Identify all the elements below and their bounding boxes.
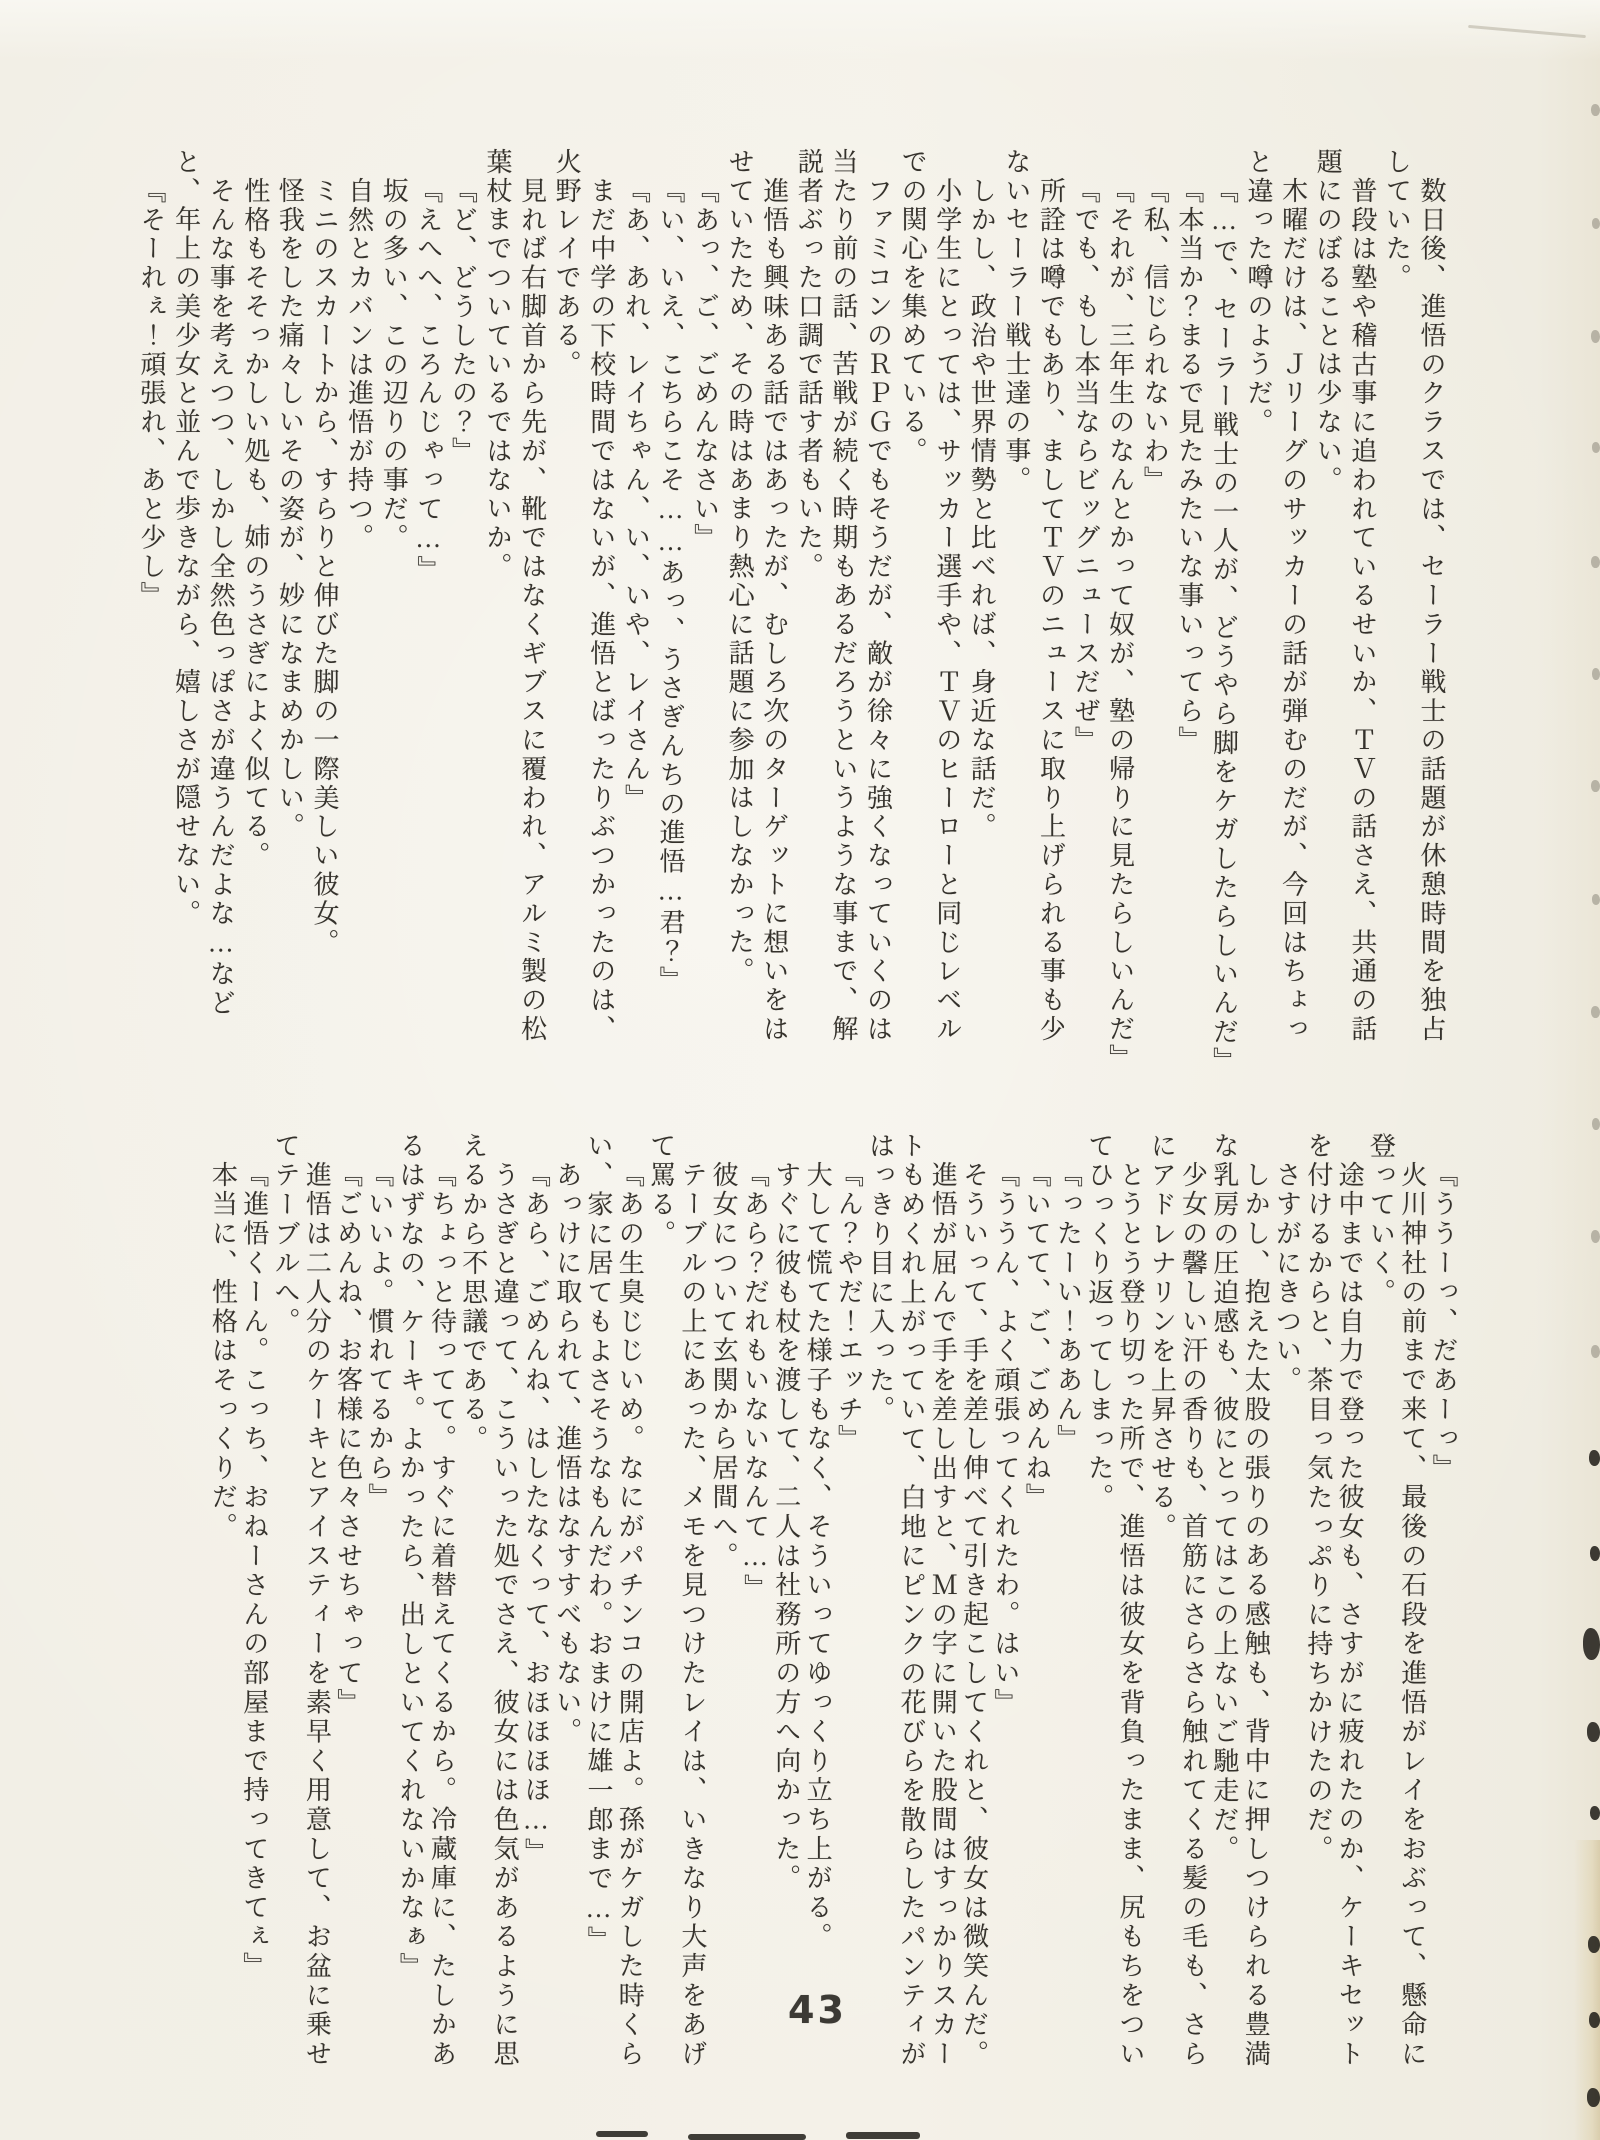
paragraph: 少女の馨しい汗の香りも、首筋にさらさら触れてくる髪の毛も、さらにアドレナリンを上昇させる。 xyxy=(1147,1132,1208,2070)
paragraph: 『でも、もし本当ならビッグニュースだぜ』 xyxy=(1071,177,1101,756)
paragraph: 途中までは自力で登った彼女も、さすがに疲れたのか、ケーキセットを付けるからと、茶目っ気たっぷりに持ちかけたのだ。 xyxy=(1303,1132,1365,2070)
paragraph: 進悟も興味ある話ではあったが、むしろ次のターゲットに想いをはせていたため、その時はあまり熱心に話題に参加はしなかった。 xyxy=(725,148,789,1045)
scan-smudge xyxy=(1588,1936,1600,1953)
scan-smudge xyxy=(596,2131,648,2137)
paragraph: 『私、信じられないわ』 xyxy=(1140,177,1170,496)
scan-smudge xyxy=(1592,894,1600,905)
paragraph: 見れば右脚首から先が、靴ではなくギブスに覆われ、アルミ製の松葉杖までついているではないか。 xyxy=(482,148,547,1045)
paragraph: 数日後、進悟のクラスでは、セーラー戦士の話題が休憩時間を独占していた。 xyxy=(1382,148,1446,1045)
story-text-block-bottom xyxy=(207,1132,1459,2070)
scan-smudge xyxy=(1591,780,1600,792)
paragraph: 『あ、あれ、レイちゃん、い、いや、レイさん』 xyxy=(621,177,651,813)
paragraph: 自然とカバンは進悟が持つ。 xyxy=(344,177,374,553)
scan-smudge xyxy=(1592,218,1600,229)
page-number: 43 xyxy=(788,1988,847,2032)
paragraph: 『ったーい！ああん』 xyxy=(1053,1161,1083,1455)
paragraph: 『ちょっと待ってて。すぐに着替えてくるから。冷蔵庫に、たしかあるはずなの、ケーキ。よかったら、出しといてくれないかなぁ』 xyxy=(396,1132,457,2070)
paragraph: しかし、政治や世界情勢と比べれば、身近な話だ。 xyxy=(967,177,997,842)
scan-smudge xyxy=(846,2132,920,2139)
scan-smudge xyxy=(1591,1345,1600,1358)
paragraph: 『ううーっ、だあーっ』 xyxy=(1429,1161,1458,1484)
paragraph: 『いいよ。慣れてるから』 xyxy=(364,1161,394,1513)
scan-smudge xyxy=(1589,1450,1600,1466)
paragraph: 『ん？やだ！エッチ』 xyxy=(834,1161,864,1455)
paragraph: 小学生にとっては、サッカー選手や、ＴＶのヒーローと同じレベルでの関心を集めている。 xyxy=(898,148,962,1045)
scan-smudge xyxy=(1592,1118,1600,1130)
paragraph: 大して慌てた様子もなく、そういってゆっくり立ち上がる。 xyxy=(803,1161,833,1953)
paragraph: しかし、抱えた太股の張りのある感触も、背中に押しつけられる豊満な乳房の圧迫感も、彼にとってはこの上ないご馳走だ。 xyxy=(1209,1132,1271,2070)
scan-smudge xyxy=(1589,2012,1600,2028)
paragraph: さすがにきつい。 xyxy=(1272,1161,1302,1396)
scan-smudge xyxy=(1592,668,1600,680)
paragraph: 『…で、セーラー戦士の一人が、どうやら脚をケガしたらしいんだ』 xyxy=(1209,177,1239,1077)
paragraph: 所詮は噂でもあり、ましてＴＶのニュースに取り上げられる事も少ないセーラー戦士達の事。 xyxy=(1001,148,1066,1045)
scan-smudge xyxy=(1591,556,1600,568)
paragraph: 火川神社の前まで来て、最後の石段を進悟がレイをおぶって、懸命に登っていく。 xyxy=(1366,1132,1427,2070)
paragraph: 普段は塾や稽古事に追われているせいか、ＴＶの話さえ、共通の話題にのぼることは少ない。 xyxy=(1313,148,1377,1045)
paragraph: 『そーれぇ！頑張れ、あと少し』 xyxy=(137,177,167,611)
paragraph: 進悟が屈んで手を差し出すと、Ｍの字に開いた股間はすっかりスカートもめくれ上がっていて、白地にピンクの花びらを散らしたパンティがはっきり目に入った。 xyxy=(865,1132,958,2070)
paragraph: 『あっ、ご、ごめんなさい』 xyxy=(690,177,720,553)
paragraph: 坂の多い、この辺りの事だ。 xyxy=(379,177,409,553)
paragraph: 怪我をした痛々しいその姿が、妙になまめかしい。 xyxy=(275,177,305,842)
scan-smudge xyxy=(1591,1006,1600,1018)
paragraph: 彼女について玄関から居間へ。 xyxy=(709,1161,739,1572)
paragraph: そういって、手を差し伸べて引き起こしてくれと、彼女は微笑んだ。 xyxy=(959,1161,989,2070)
paragraph: 性格もそそっかしい処も、姉のうさぎによく似てる。 xyxy=(240,177,270,871)
paragraph: まだ中学の下校時間ではないが、進悟とばったりぶつかったのは、火野レイである。 xyxy=(552,148,616,1045)
paragraph: あっけに取られて、進悟はなすすべもない。 xyxy=(552,1161,582,1748)
paragraph: 『本当か？まるで見たみたいな事いってら』 xyxy=(1174,177,1204,756)
story-text-block-top xyxy=(133,148,1448,1077)
paragraph: 『あの生臭じじいめ。なにがパチンコの開店よ。孫がケガした時くらい、家に居てもよさそうなもんだわ。おまけに雄一郎まで…』 xyxy=(583,1132,645,2070)
scan-smudge xyxy=(1587,2088,1600,2107)
paragraph: 『ううん、よく頑張ってくれたわ。はい』 xyxy=(990,1161,1020,1718)
scan-smudge xyxy=(1583,1628,1600,1660)
paragraph: そんな事を考えつつ、しかし全然色っぽさが違うんだよな…などと、年上の美少女と並んで歩きながら、嬉しさが隠せない。 xyxy=(171,148,236,1019)
paragraph: 進悟は二人分のケーキとアイスティーを素早く用意して、お盆に乗せてテーブルへ。 xyxy=(271,1132,332,2070)
scan-smudge xyxy=(1587,1722,1600,1742)
scan-smudge xyxy=(1592,442,1600,453)
paragraph: 『それが、三年生のなんとかって奴が、塾の帰りに見たらしいんだ』 xyxy=(1105,177,1135,1074)
paragraph: 『ど、どうしたの？』 xyxy=(448,177,478,467)
paragraph: 木曜だけは、Ｊリーグのサッカーの話が弾むのだが、今回はちょっと違った噂のようだ。 xyxy=(1244,148,1308,1045)
scan-smudge xyxy=(1590,1806,1600,1820)
scan-smudge xyxy=(688,2134,806,2140)
paragraph: 『あら？だれもいないなんて…』 xyxy=(740,1161,770,1604)
paragraph: 『進悟くーん。こっち、おねーさんの部屋まで持ってきてぇ』 xyxy=(239,1161,269,1982)
paragraph: ファミコンのＲＰＧでもそうだが、敵が徐々に強くなっていくのは当たり前の話、苦戦が続く時期もあるだろうというような事まで、解説者ぶった口調で話す者もいた。 xyxy=(794,148,893,1045)
paragraph: 『いてて、ご、ごめんね』 xyxy=(1022,1161,1052,1513)
paragraph: すぐに彼も杖を渡して、二人は社務所の方へ向かった。 xyxy=(771,1161,801,1894)
paragraph: うさぎと違って、こういった処でさえ、彼女には色気があるように思えるから不思議である。 xyxy=(458,1132,520,2070)
paragraph: ミニのスカートから、すらりと伸びた脚の一際美しい彼女。 xyxy=(310,177,339,958)
paragraph: テーブルの上にあった、メモを見つけたレイは、いきなり大声をあげて罵る。 xyxy=(646,1132,707,2070)
paragraph: 『ごめんね、お客様に色々させちゃって』 xyxy=(333,1161,363,1718)
paragraph: とうとう登り切った所で、進悟は彼女を背負ったまま、尻もちをついてひっくり返ってしまった。 xyxy=(1084,1132,1146,2070)
scan-light-band xyxy=(0,0,1600,60)
scan-smudge xyxy=(1591,104,1600,116)
scan-smudge xyxy=(1591,1230,1600,1243)
paragraph: 『あら、ごめんね、はしたなくって、おほほほほ…』 xyxy=(521,1161,551,1868)
paragraph: 本当に、性格はそっくりだ。 xyxy=(208,1161,238,1543)
paragraph: 『えへへ、ころんじゃって…』 xyxy=(413,177,443,585)
scan-smudge xyxy=(1590,1546,1600,1561)
scan-smudge xyxy=(1591,330,1600,343)
paragraph: 『い、いえ、こちらこそ……あっ、うさぎんちの進悟…君？』 xyxy=(655,177,685,996)
